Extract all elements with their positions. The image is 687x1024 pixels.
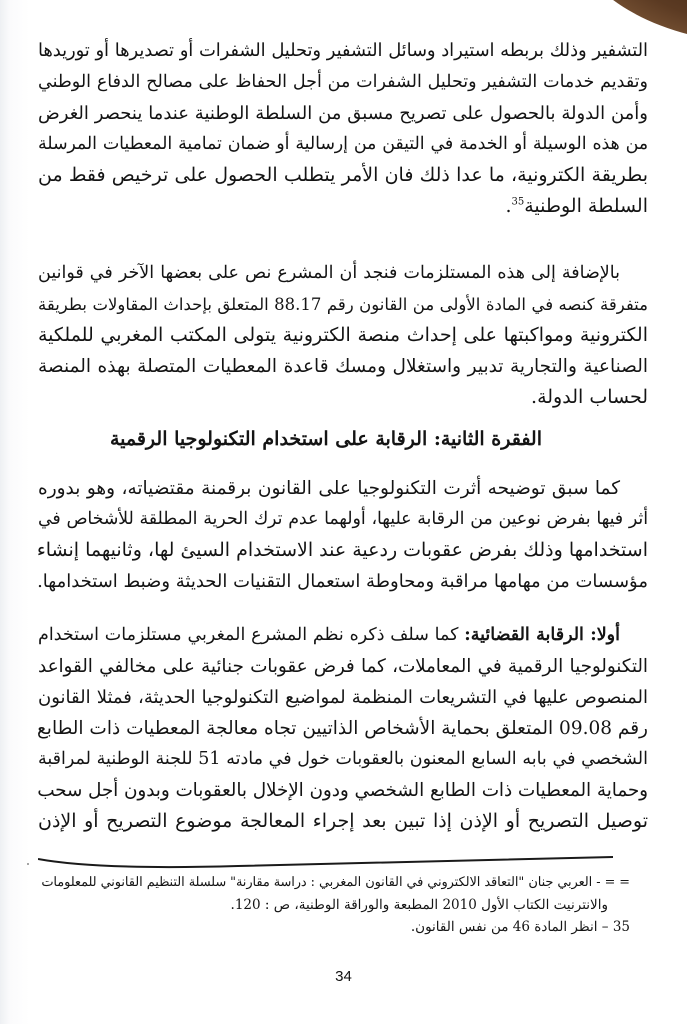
footnote-35: 35 – انظر المادة 46 من نفس القانون. xyxy=(410,919,630,935)
footnote-separator xyxy=(38,856,613,872)
footnote-continued-line: = = - العربي جنان "التعاقد الالكتروني في القانون المغربي : دراسة مقارنة" سلسلة التنظيم القانوني للمعلومات xyxy=(41,875,630,890)
paragraph-4 xyxy=(38,620,648,837)
punctuation: . xyxy=(505,195,512,217)
text-line-with-lead xyxy=(38,620,648,651)
paragraph-2 xyxy=(38,258,648,413)
text-line: بطريقة الكترونية، ما عدا ذلك فان الأمر يتطلب الحصول على ترخيص فقط من xyxy=(38,164,648,186)
text-line: الصناعية والتجارية تدبير واستغلال ومسك قاعدة المعطيات المتصلة بهذه المنصة xyxy=(38,356,648,377)
text-fragment: السلطة الوطنية xyxy=(524,195,648,217)
book-cover-corner xyxy=(562,0,687,41)
text-fragment: كما سلف ذكره نظم المشرع المغربي مستلزمات استخدام xyxy=(38,625,459,645)
text-line: الشخصي في بابه السابع المعنون بالعقوبات خول في مادته 51 للجنة الوطنية لمراقبة xyxy=(38,749,648,769)
section-heading: الفقرة الثانية: الرقابة على استخدام التكنولوجيا الرقمية xyxy=(109,428,542,450)
text-line: الكترونية ومواكبتها على إحداث منصة الكترونية يتولى المكتب المغربي للملكية xyxy=(38,324,648,346)
text-line-with-footnote xyxy=(38,191,648,222)
text-line: التشفير وذلك بربطه استيراد وسائل التشفير وتحليل الشفرات أو تصديرها أو توريدها xyxy=(38,41,648,61)
scan-speck xyxy=(27,863,29,865)
text-line: التكنولوجيا الرقمية في المعاملات، كما فرض عقوبات جنائية على مخالفي القواعد xyxy=(38,656,648,677)
paragraph-3 xyxy=(38,473,648,597)
text-line: رقم 09.08 المتعلق بحماية الأشخاص الذاتيين تجاه معالجة المعطيات ذات الطابع xyxy=(36,718,648,739)
text-line: وتقديم خدمات التشفير وتحليل الشفرات من أجل الحفاظ على مصالح الدفاع الوطني xyxy=(38,72,648,92)
text-line: المنصوص عليها في التشريعات المنظمة لمواضيع التكنولوجيا الحديثة، فمثلا القانون xyxy=(38,687,648,708)
text-line: استخدامها وذلك بفرض عقوبات ردعية عند الاستخدام السيئ لها، وثانيهما إنشاء xyxy=(36,539,648,561)
text-line: وأمن الدولة بالحصول على تصريح مسبق من السلطة الوطنية عندما ينحصر الغرض xyxy=(38,103,648,124)
text-line: مؤسسات من مهامها مراقبة ومحاوطة استعمال التقنيات الحديثة وضبط استخدامها. xyxy=(37,571,648,592)
paragraph-1 xyxy=(38,36,648,222)
footnote-continued-line: والانترنيت الكتاب الأول 2010 المطبعة والوراقة الوطنية، ص : 120. xyxy=(230,897,608,913)
text-line: وحماية المعطيات ذات الطابع الشخصي ودون الإخلال بالعقوبات وبدون أجل سحب xyxy=(37,780,648,801)
text-line: بالإضافة إلى هذه المستلزمات فنجد أن المشرع نص على بعضها الآخر في قوانين xyxy=(38,263,620,283)
text-line: كما سبق توضيحه أثرت التكنولوجيا على القانون برقمنة مقتضياته، وهو بدوره xyxy=(38,478,620,499)
footnotes xyxy=(40,872,630,938)
text-line: توصيل التصريح أو الإذن إذا تبين بعد إجراء المعالجة موضوع التصريح أو الإذن xyxy=(38,810,648,832)
text-line: من هذه الوسيلة أو الخدمة في التيقن من إرسالية أو ضمان تمامية المعطيات المرسلة xyxy=(38,134,648,154)
text-line: أثر فيها بفرض نوعين من الرقابة عليها، أولهما عدم ترك الحرية المطلقة للأشخاص في xyxy=(38,509,648,529)
text-line: متفرقة كنصه في المادة الأولى من القانون رقم 88.17 المتعلق بإحداث المقاولات بطريقة xyxy=(38,295,648,314)
footnote-reference[interactable]: 35 xyxy=(511,196,525,208)
page-number: 34 xyxy=(335,968,352,985)
subsection-lead: أولا: الرقابة القضائية: xyxy=(464,625,620,645)
text-line: لحساب الدولة. xyxy=(531,386,648,408)
